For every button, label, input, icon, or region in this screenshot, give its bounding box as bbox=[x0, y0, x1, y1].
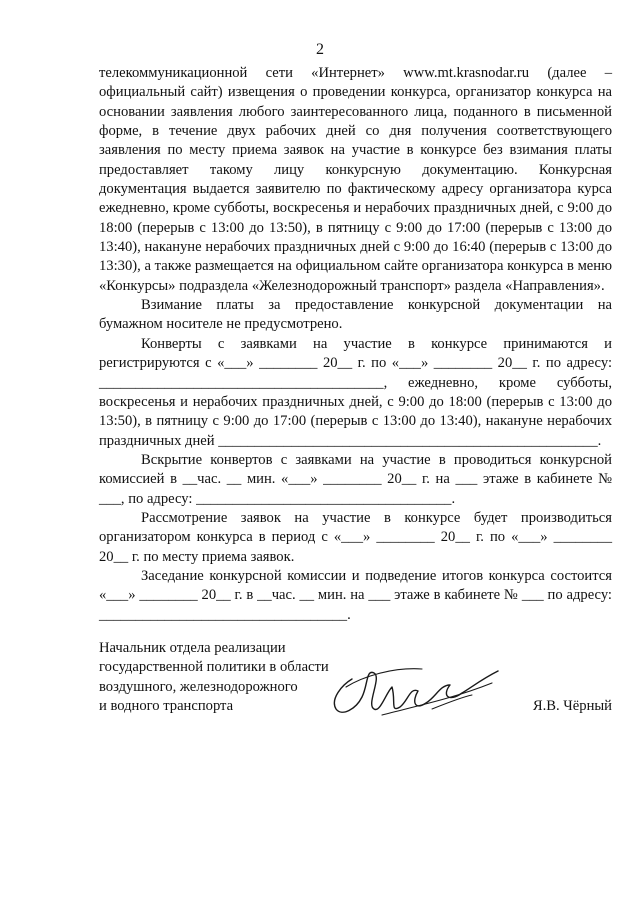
paragraph-fee: Взимание платы за предоставление конкурсной документации на бумажном носителе не предусмотрено. bbox=[99, 297, 612, 333]
paragraph-commission-meeting: Заседание конкурсной комиссии и подведение итогов конкурса состоится «___» ________ 20__ г. в __час. __ мин. на ___ этаже в кабинете № ___ по адресу: __________________________________. bbox=[99, 567, 612, 623]
signatory-title-line: и водного транспорта bbox=[99, 698, 234, 715]
signatory-name: Я.В. Чёрный bbox=[532, 698, 612, 714]
signatory-title bbox=[99, 639, 329, 716]
signatory-title-line: Начальник отдела реализации bbox=[99, 640, 286, 656]
document-body bbox=[99, 64, 612, 625]
page-number: 2 bbox=[316, 41, 324, 58]
signatory-title-line: воздушного, железнодорожного bbox=[99, 678, 298, 695]
paragraph-opening: Вскрытие конвертов с заявками на участие в проводиться конкурсной комиссией в __час. __ мин. «___» ________ 20__ г. на ___ этаже в кабинете № ___, по адресу: ___________________________________. bbox=[99, 451, 612, 507]
signature-block bbox=[99, 639, 612, 729]
paragraph-envelopes: Конверты с заявками на участие в конкурсе принимаются и регистрируются с «___» ________ 20__ г. по «___» ________ 20__ г. по адресу: _______________________________________, ежедневно, кроме субботы, воскресенья и нерабочих праздничных дней, с 9:00 до 18:00 (перерыв с 13:00 до 13:50), в пятницу с 9:00 до 17:00 (перерыв с 13:00 до 13:40), накануне нерабочих праздничных дней ____________________________________________________. bbox=[99, 335, 612, 449]
paragraph-notice-continuation: телекоммуникационной сети «Интернет» www.mt.krasnodar.ru (далее – официальный сайт) извещения о проведении конкурса, организатор конкурса на основании заявления любого заинтересованного лица, поданного в письменной форме, в течение двух рабочих дней со дня получения соответствующего заявления по месту приема заявок на участие в конкурсе без взимания платы предоставляет такому лицу конкурсную документацию. Конкурсная документация выдается заявителю по фактическому адресу организатора курса ежедневно, кроме субботы, воскресенья и нерабочих праздничных дней, с 9:00 до 18:00 (перерыв с 13:00 до 13:50), в пятницу с 9:00 до 17:00 (перерыв с 13:00 до 13:40), накануне нерабочих праздничных дней с 9:00 до 16:40 (перерыв с 13:00 до 13:30), а также размещается на официальном сайте организатора конкурса в меню «Конкурсы» подраздела «Железнодорожный транспорт» раздела «Направления». bbox=[99, 65, 612, 294]
paragraph-review: Рассмотрение заявок на участие в конкурсе будет производиться организатором конкурса в период с «___» ________ 20__ г. по «___» ________ 20__ г. по месту приема заявок. bbox=[99, 509, 612, 565]
signatory-title-line: государственной политики в области bbox=[99, 659, 329, 676]
handwritten-signature bbox=[322, 657, 507, 727]
